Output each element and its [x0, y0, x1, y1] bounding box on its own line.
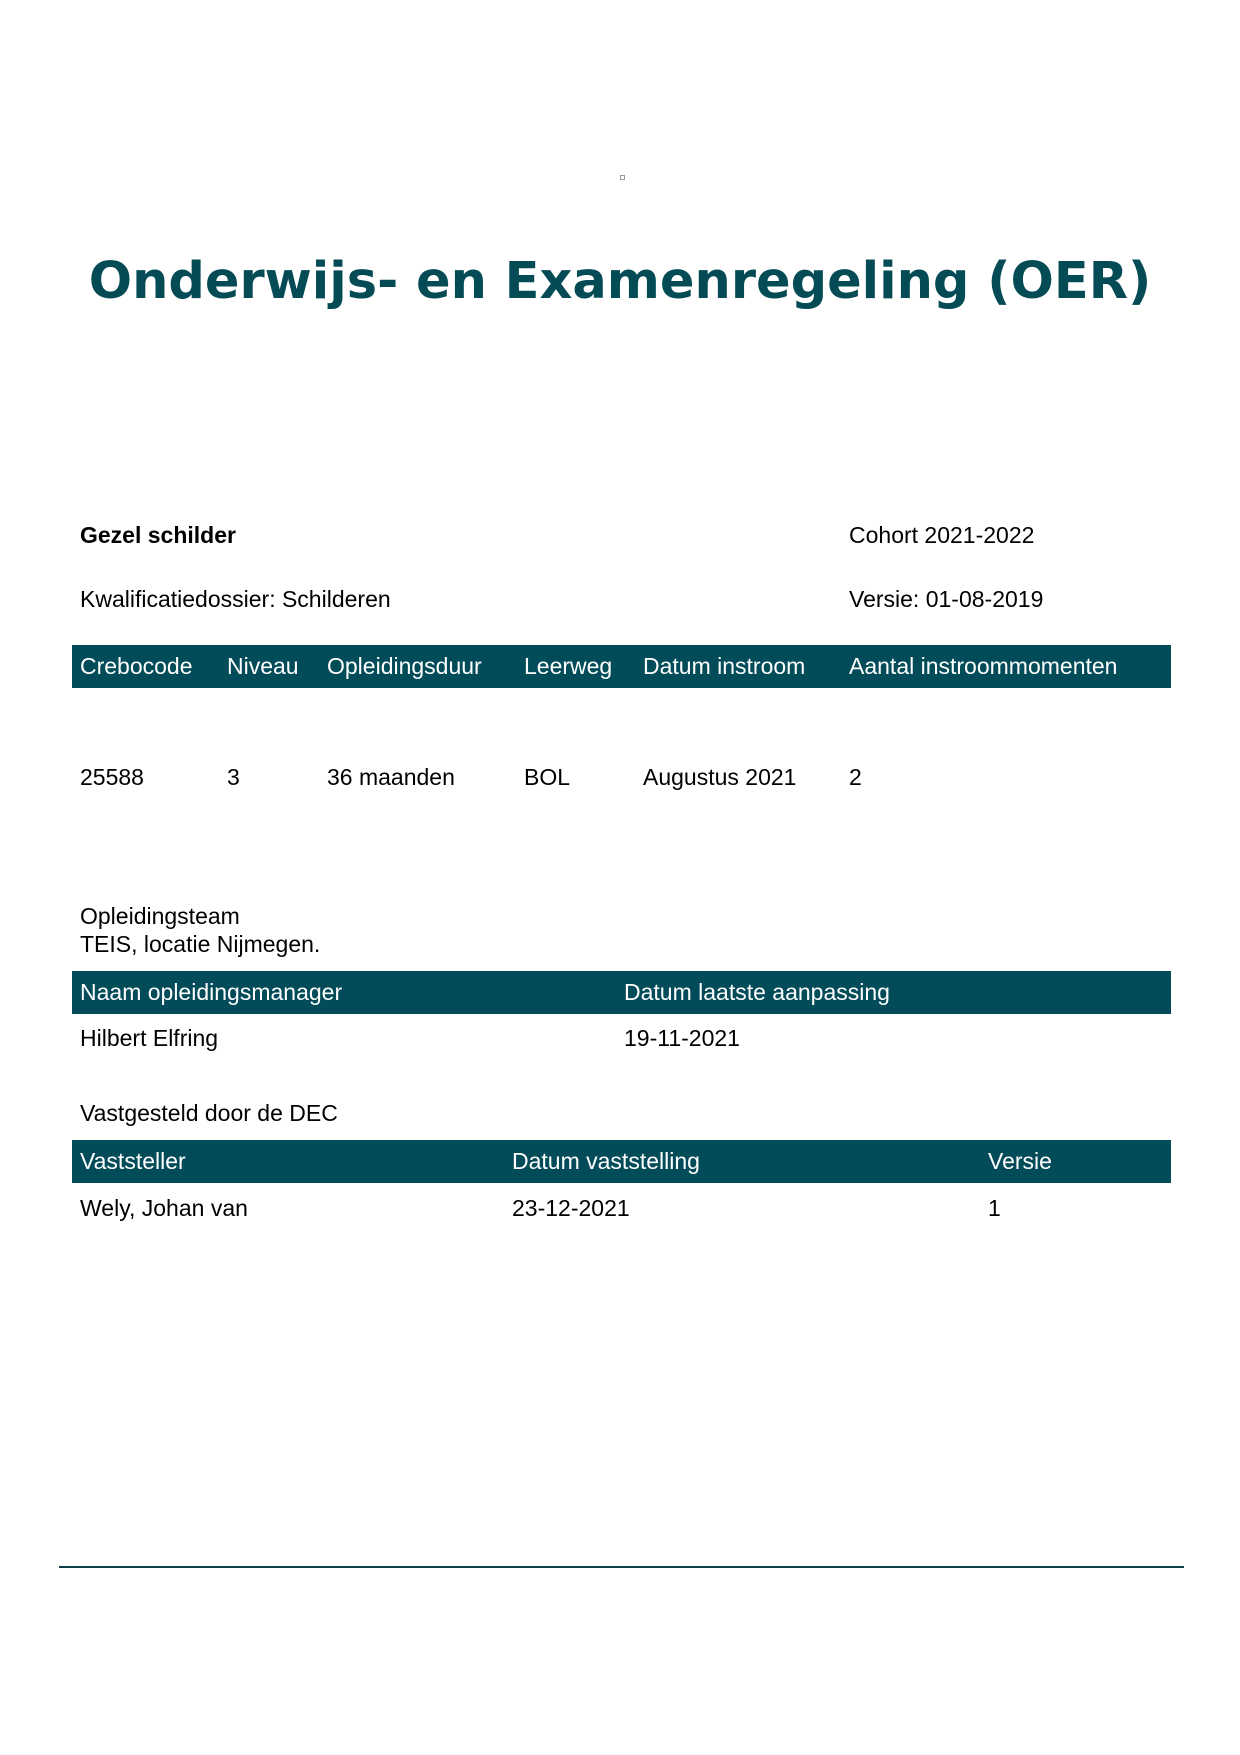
page-marker: [620, 175, 625, 180]
header-leerweg: Leerweg: [524, 653, 613, 679]
cell-niveau: 3: [227, 764, 240, 790]
header-aantal-instroommomenten: Aantal instroommomenten: [849, 653, 1118, 679]
team-location: TEIS, locatie Nijmegen.: [80, 931, 321, 957]
dec-table-header: [72, 1140, 1171, 1183]
cell-vaststeller: Wely, Johan van: [80, 1195, 248, 1221]
footer-divider: [59, 1566, 1184, 1568]
header-datum-vaststelling: Datum vaststelling: [512, 1148, 700, 1174]
cell-leerweg: BOL: [524, 764, 571, 790]
cell-aantal-instroommomenten: 2: [849, 764, 862, 790]
program-name: Gezel schilder: [80, 522, 236, 548]
cell-datum-vaststelling: 23-12-2021: [512, 1195, 630, 1221]
header-versie: Versie: [988, 1148, 1052, 1174]
program-table-header: [72, 645, 1171, 688]
cell-crebocode: 25588: [80, 764, 144, 790]
header-datum-instroom: Datum instroom: [643, 653, 806, 679]
cell-last-modified: 19-11-2021: [624, 1025, 740, 1051]
manager-table-header: [72, 971, 1171, 1014]
cell-manager-name: Hilbert Elfring: [80, 1025, 219, 1051]
cohort-label: Cohort 2021-2022: [849, 522, 1035, 548]
header-datum-laatste-aanpassing: Datum laatste aanpassing: [624, 979, 890, 1005]
header-opleidingsduur: Opleidingsduur: [327, 653, 482, 679]
document-title: Onderwijs- en Examenregeling (OER): [88, 252, 1152, 311]
cell-versie: 1: [988, 1195, 1001, 1221]
version-label: Versie: 01-08-2019: [849, 586, 1044, 612]
qualification-dossier: Kwalificatiedossier: Schilderen: [80, 586, 391, 612]
header-crebocode: Crebocode: [80, 653, 193, 679]
cell-opleidingsduur: 36 maanden: [327, 764, 455, 790]
header-niveau: Niveau: [227, 653, 299, 679]
header-vaststeller: Vaststeller: [80, 1148, 186, 1174]
dec-heading: Vastgesteld door de DEC: [80, 1100, 338, 1126]
team-heading: Opleidingsteam: [80, 903, 240, 929]
header-naam-opleidingsmanager: Naam opleidingsmanager: [80, 979, 343, 1005]
cell-datum-instroom: Augustus 2021: [643, 764, 797, 790]
